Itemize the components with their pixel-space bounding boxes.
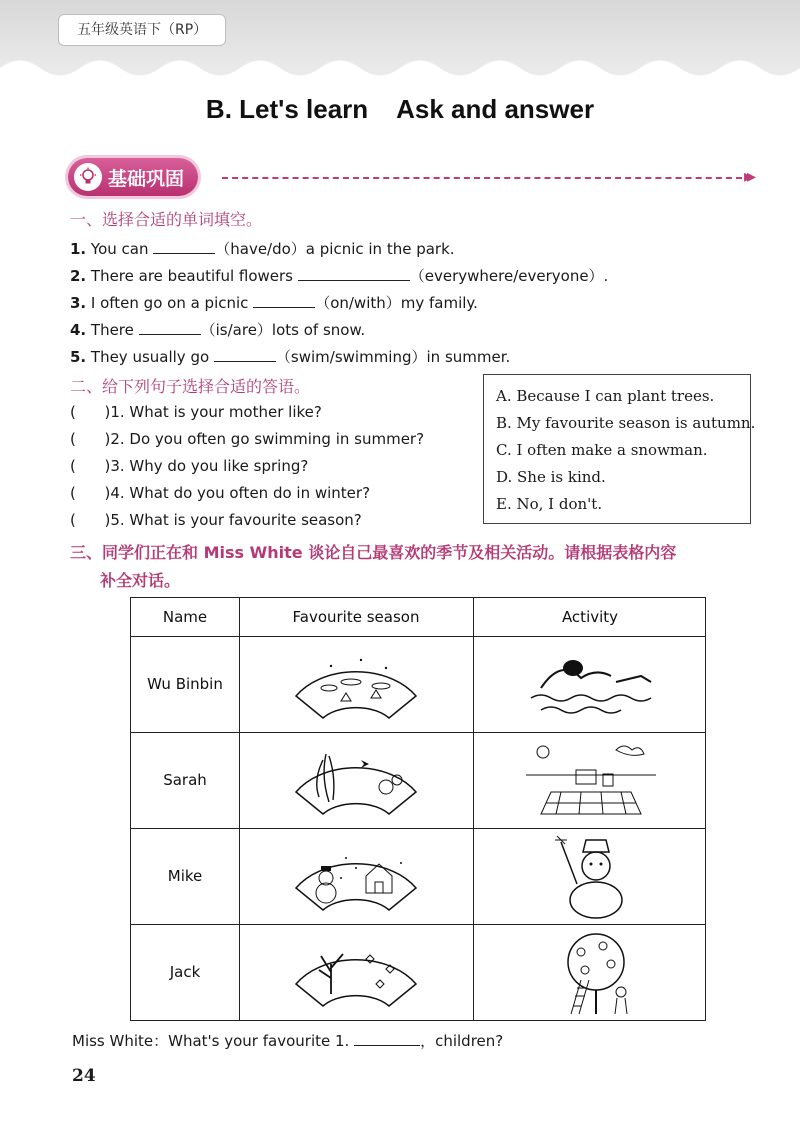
table-cell-name: Sarah xyxy=(163,771,207,789)
part1-item: 1. You can （have/do）a picnic in the park. xyxy=(70,240,455,258)
part1-item: 5. They usually go （swim/swimming）in summer. xyxy=(70,348,511,366)
part2-heading: 二、给下列句子选择合适的答语。 xyxy=(70,377,311,396)
answer-option: E. No, I don't. xyxy=(496,495,603,513)
answer-option: D. She is kind. xyxy=(496,468,606,486)
answer-blank[interactable] xyxy=(253,293,315,308)
table-cell-name: Mike xyxy=(167,867,203,885)
apple-picking-icon xyxy=(541,930,651,1018)
answer-option: A. Because I can plant trees. xyxy=(496,387,715,405)
section-badge xyxy=(68,158,198,196)
section-badge-label: 基础巩固 xyxy=(108,167,185,190)
part1-item: 3. I often go on a picnic （on/with）my family. xyxy=(70,294,478,312)
page-title: B. Let's learn Ask and answer xyxy=(205,94,595,124)
answer-blank[interactable] xyxy=(153,239,215,254)
autumn-fan-icon xyxy=(291,934,421,1012)
season-activity-table xyxy=(130,597,706,1021)
double-arrow-icon: ▸▸ xyxy=(744,166,751,187)
part2-question: ( )5. What is your favourite season? xyxy=(70,511,362,529)
lightbulb-icon xyxy=(74,163,102,191)
picnic-icon xyxy=(521,740,661,820)
answer-blank[interactable] xyxy=(354,1031,420,1046)
part2-question: ( )4. What do you often do in winter? xyxy=(70,484,371,502)
summer-fan-icon xyxy=(291,646,421,724)
answer-options-box xyxy=(483,374,756,524)
book-tab: 五年级英语下（RP） xyxy=(58,14,226,46)
spring-fan-icon xyxy=(291,742,421,820)
table-cell-name: Wu Binbin xyxy=(147,675,223,693)
swimming-icon xyxy=(521,648,661,722)
part2-question: ( )3. Why do you like spring? xyxy=(70,457,309,475)
part1-heading: 一、选择合适的单词填空。 xyxy=(70,210,263,229)
answer-blank[interactable] xyxy=(298,266,410,281)
answer-option: B. My favourite season is autumn. xyxy=(496,414,756,432)
dashed-divider xyxy=(222,177,742,179)
snowman-icon xyxy=(541,834,641,920)
part3-heading-line1: 三、同学们正在和 Miss White 谈论自己最喜欢的季节及相关活动。请根据表格内容 xyxy=(70,543,677,562)
table-header: Name xyxy=(162,608,208,626)
winter-fan-icon xyxy=(291,838,421,916)
dialogue-line: Miss White：What's your favourite 1. ，children? xyxy=(72,1032,504,1050)
part1-item: 4. There （is/are）lots of snow. xyxy=(70,321,366,339)
answer-option: C. I often make a snowman. xyxy=(496,441,708,459)
part1-item: 2. There are beautiful flowers （everywhere/everyone）. xyxy=(70,267,609,285)
part2-question: ( )2. Do you often go swimming in summer? xyxy=(70,430,425,448)
table-header: Favourite season xyxy=(292,608,420,626)
header-wave-decoration xyxy=(0,48,800,88)
answer-blank[interactable] xyxy=(139,320,201,335)
part3-heading-line2: 补全对话。 xyxy=(100,571,181,590)
page-number: 24 xyxy=(72,1066,96,1086)
table-header: Activity xyxy=(561,608,619,626)
table-cell-name: Jack xyxy=(169,963,201,981)
part2-question: ( )1. What is your mother like? xyxy=(70,403,322,421)
answer-blank[interactable] xyxy=(214,347,276,362)
